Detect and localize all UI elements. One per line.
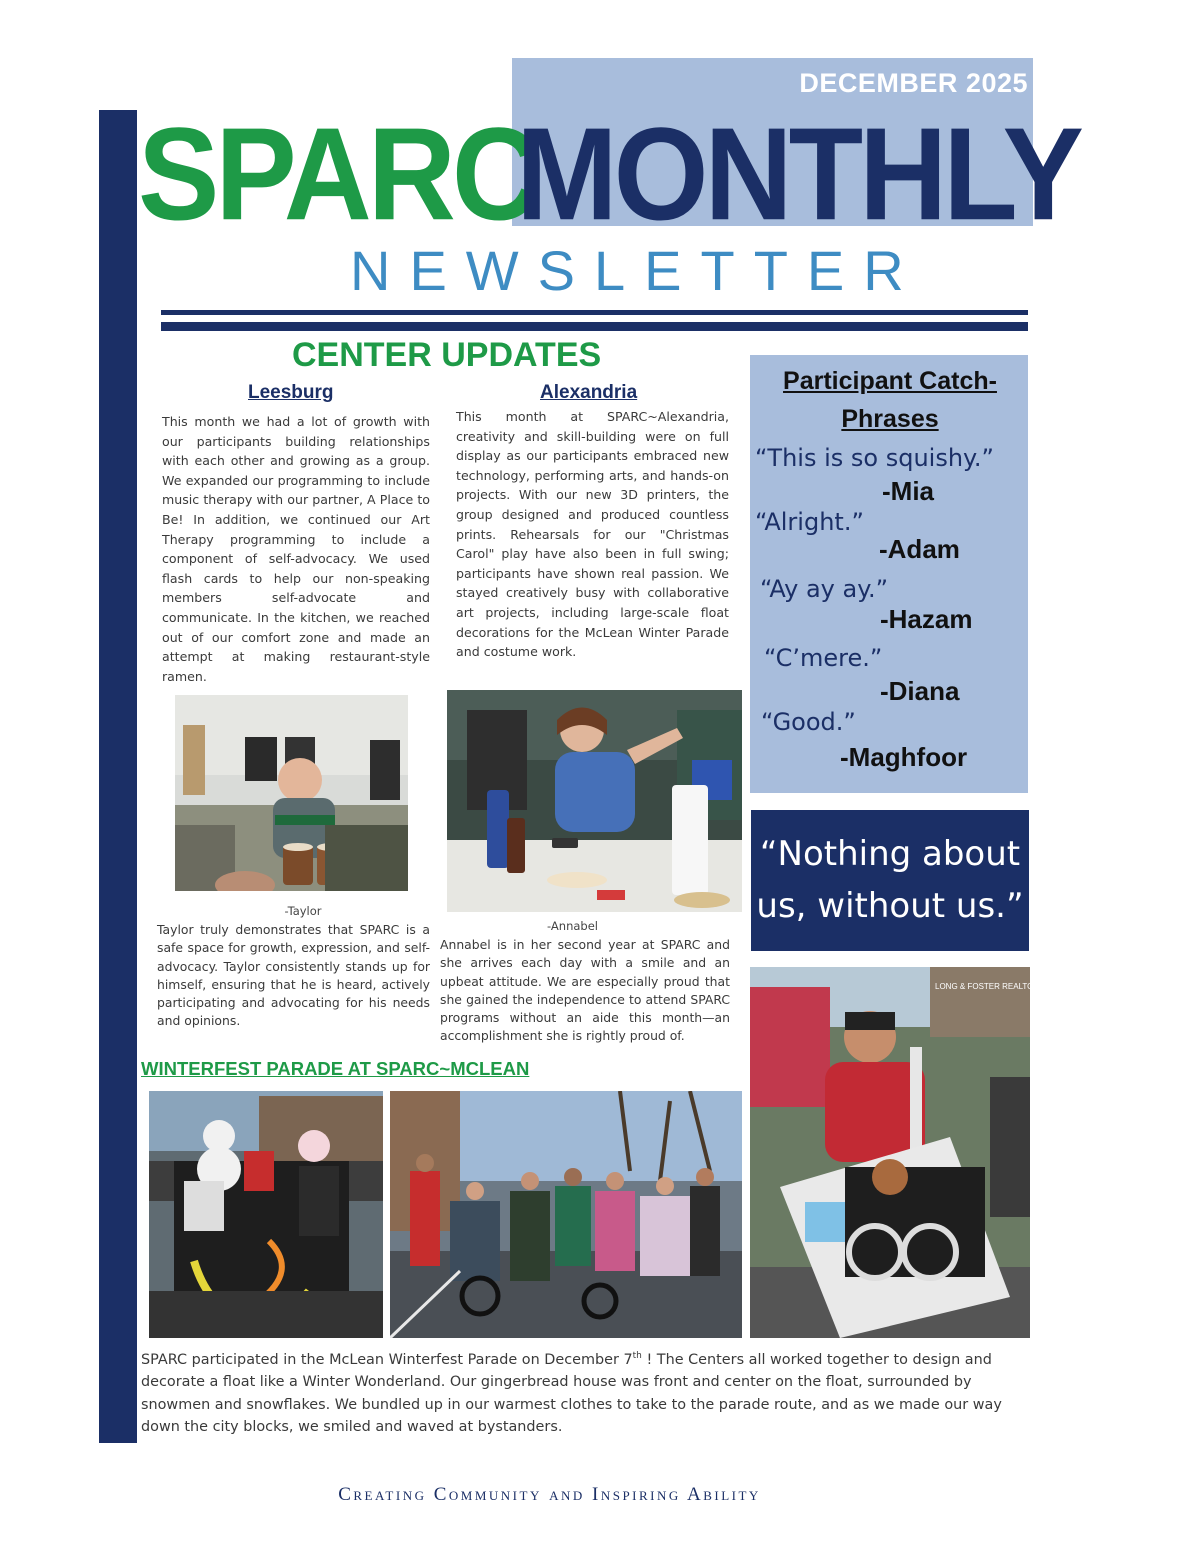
footer-tagline: Creating Community and Inspiring Ability: [338, 1484, 761, 1505]
winterfest-body-text: SPARC participated in the McLean Winterfest Parade on December 7: [141, 1351, 633, 1368]
catch-phrase-quote: “Ay ay ay.”: [760, 575, 889, 603]
taylor-photo: [175, 695, 408, 891]
winterfest-body-superscript: th: [632, 1351, 642, 1361]
left-accent-bar: [99, 110, 137, 1443]
catch-phrase-author: -Diana: [880, 676, 960, 706]
title-sparc: SPARC: [138, 100, 537, 248]
catch-phrase-author: -Maghfoor: [840, 742, 968, 772]
annabel-photo-caption: -Annabel: [547, 919, 598, 933]
alexandria-body: This month at SPARC~Alexandria, creativity and skill-building were on full display as our participants embraced new technology, performing arts, and hands-on projects. With our new 3D printers, the group designed and produced countless prints. Rehearsals for our "Christmas Carol" play have also been in full swing; participants have shown real passion. We stayed creatively busy with collaborative art projects, including large-scale float decorations for the McLean Winter Parade and costume work.: [456, 409, 729, 660]
leesburg-heading: Leesburg: [248, 382, 334, 403]
winterfest-heading: WINTERFEST PARADE AT SPARC~MCLEAN: [141, 1058, 530, 1079]
catch-phrase-quote: “Alright.”: [755, 508, 864, 536]
catch-phrase-author: -Mia: [882, 476, 934, 506]
taylor-story: Taylor truly demonstrates that SPARC is a safe space for growth, expression, and self-advocacy. Taylor consistently stands up for himself, ensuring that he is heard, actively participating and advocating for his needs and opinions.: [157, 922, 430, 1029]
title-monthly: MONTHLY: [516, 100, 1080, 248]
catch-phrase-quote: “Good.”: [761, 708, 856, 736]
taylor-photo-caption: -Taylor: [284, 904, 322, 918]
motto-quote: “Nothing about us, without us.”: [756, 834, 1024, 926]
parade-participant-photo: [750, 967, 1030, 1338]
annabel-photo: [447, 690, 742, 912]
parade-sign-text: LONG & FOSTER REALTORS: [935, 982, 1045, 991]
alexandria-heading: Alexandria: [540, 382, 638, 403]
winterfest-body-text-cont: ! The Centers all worked together to design and decorate a float like a Winter Wonderland. Our gingerbread house was front and center on the float, surrounded by snowmen and snowflakes. We bundled up in our warmest clothes to take to the parade route, and as we made our way down the city blocks, we smiled and waved at bystanders.: [141, 1351, 1002, 1436]
catch-phrase-author: -Adam: [879, 534, 960, 564]
catch-phrase-author: -Hazam: [880, 604, 973, 634]
center-updates-heading: CENTER UPDATES: [292, 336, 602, 374]
catch-phrase-quote: “This is so squishy.”: [755, 444, 994, 472]
header-divider-thin: [161, 310, 1028, 315]
winterfest-body: [141, 1345, 1011, 1438]
parade-group-photo: [390, 1091, 742, 1338]
title-newsletter: NEWSLETTER: [350, 239, 923, 302]
annabel-story: Annabel is in her second year at SPARC and she arrives each day with a smile and an upbeat attitude. We are especially proud that she gained the independence to attend SPARC programs without an aide this month—an accomplishment she is rightly proud of.: [440, 937, 730, 1044]
catch-phrase-quote: “C’mere.”: [764, 644, 883, 672]
parade-float-photo: [149, 1091, 383, 1338]
catch-phrases-title: Participant Catch-Phrases: [783, 367, 997, 433]
issue-date: DECEMBER 2025: [799, 68, 1028, 98]
header-divider-thick: [161, 322, 1028, 331]
leesburg-body: This month we had a lot of growth with our participants building relationships with each other and growing as a group. We expanded our programming to include music therapy with our partner, A Place to Be! In addition, we continued our Art Therapy programming to include a component of self-advocacy. We used flash cards to help our non-speaking members self-advocate and communicate. In the kitchen, we reached out of our comfort zone and made an attempt at making restaurant-style ramen.: [162, 414, 430, 684]
